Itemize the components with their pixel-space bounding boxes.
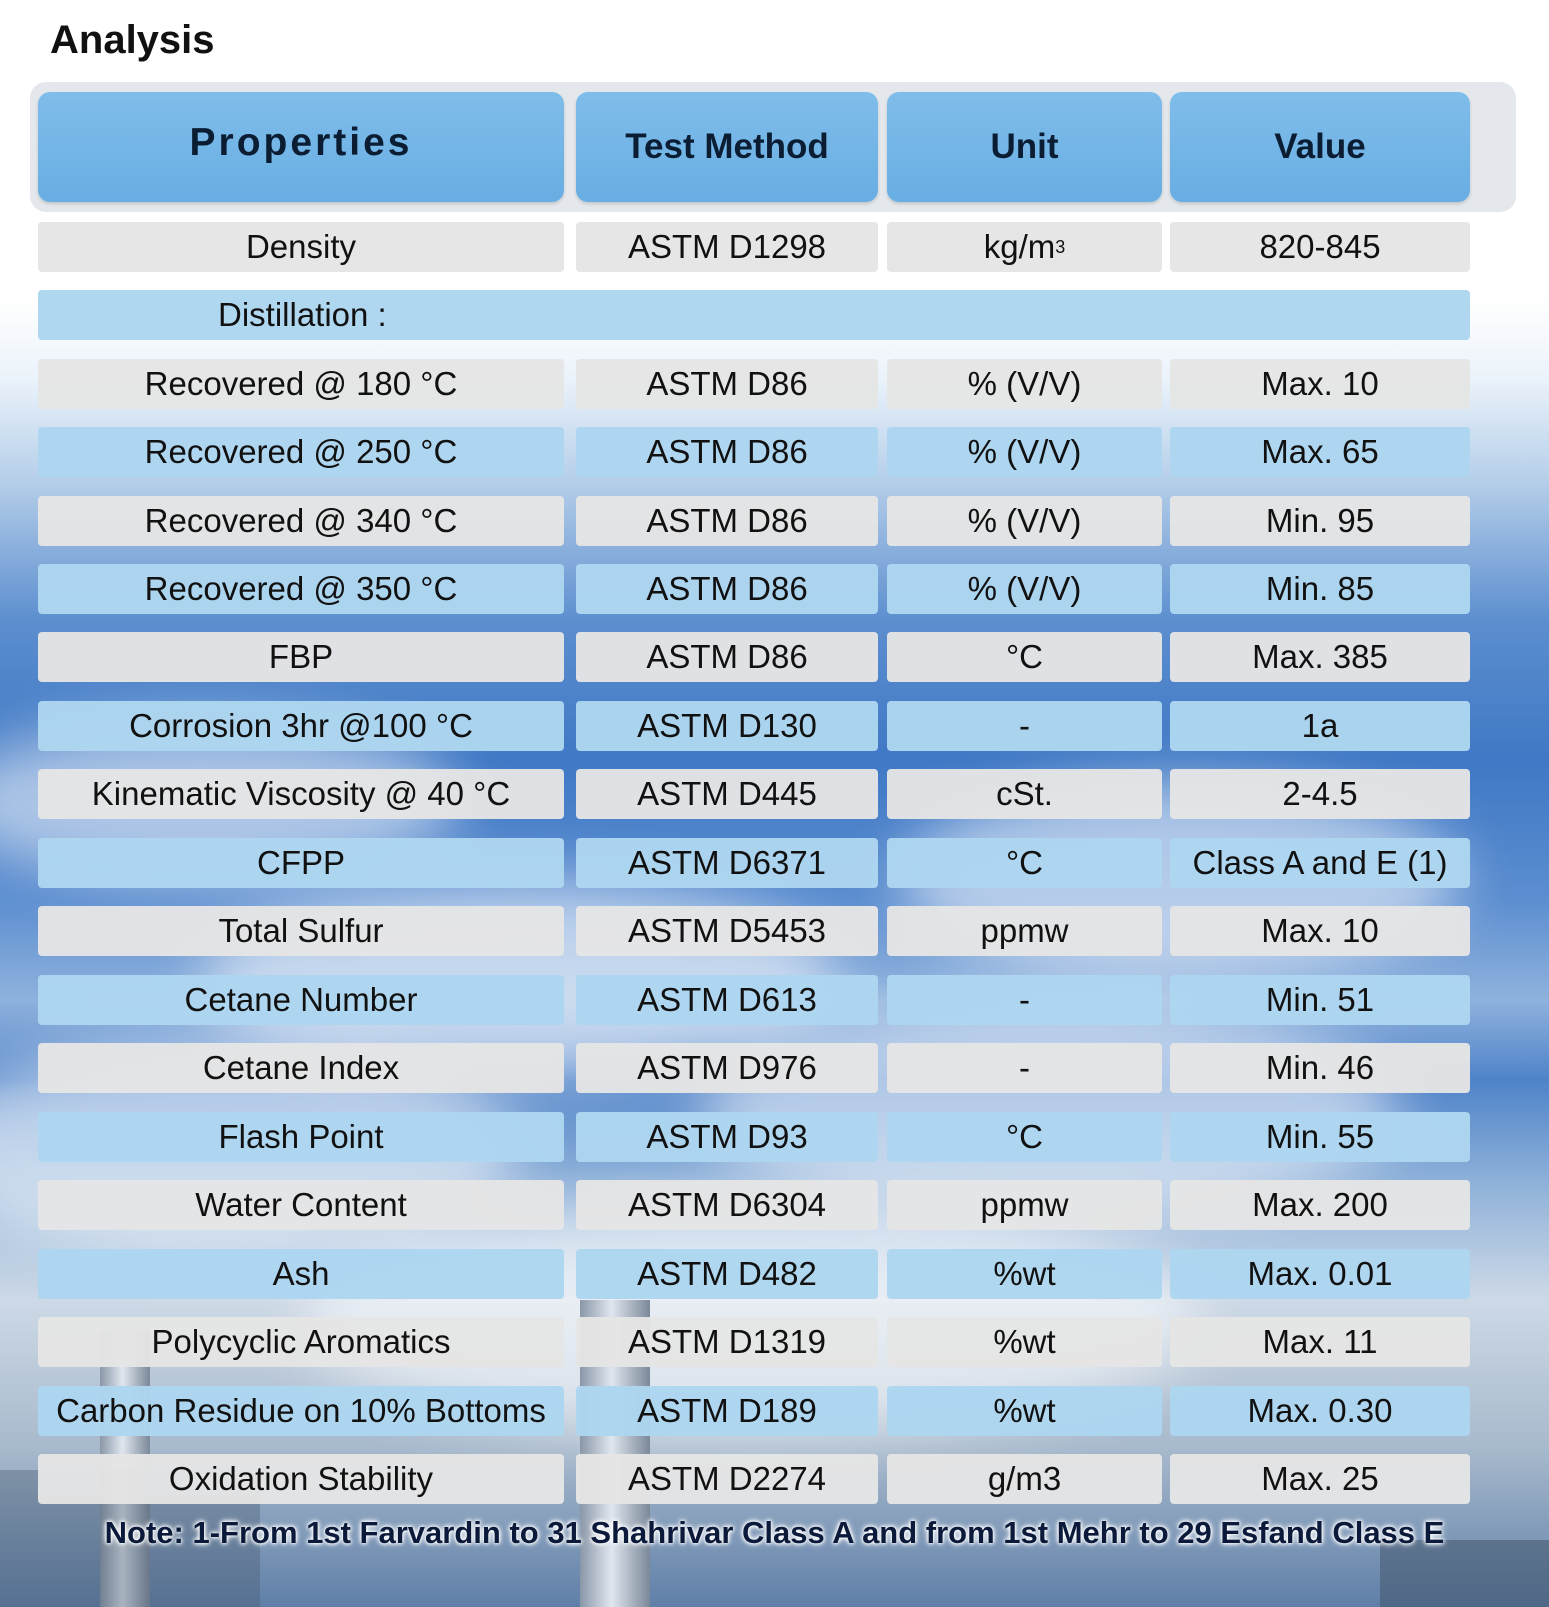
cell-test-method: ASTM D6371 [576,838,878,888]
cell-property: CFPP [38,838,564,888]
cell-unit: - [887,1043,1162,1093]
cell-value: Max. 25 [1170,1454,1470,1504]
cell-property: Ash [38,1249,564,1299]
cell-test-method: ASTM D6304 [576,1180,878,1230]
cell-property: Polycyclic Aromatics [38,1317,564,1367]
cell-test-method: ASTM D130 [576,701,878,751]
cell-value: Max. 0.30 [1170,1386,1470,1436]
cell-unit: ppmw [887,906,1162,956]
cell-unit: %wt [887,1386,1162,1436]
cell-property: Carbon Residue on 10% Bottoms [38,1386,564,1436]
cell-value: Max. 385 [1170,632,1470,682]
footnote: Note: 1-From 1st Farvardin to 31 Shahrivar Class A and from 1st Mehr to 29 Esfand Class E [104,1515,1445,1550]
cell-value: 1a [1170,701,1470,751]
header-properties: Properties [38,92,564,202]
cell-unit: kg/m 3 [887,222,1162,272]
cell-property: Recovered @ 250 °C [38,427,564,477]
unit-text: kg/m [983,228,1056,265]
cell-test-method: ASTM D86 [576,427,878,477]
cell-test-method: ASTM D93 [576,1112,878,1162]
cell-value: 2-4.5 [1170,769,1470,819]
cell-unit: °C [887,632,1162,682]
cell-value: Min. 51 [1170,975,1470,1025]
cell-value: Max. 10 [1170,906,1470,956]
cell-value: Max. 200 [1170,1180,1470,1230]
cell-value: Min. 55 [1170,1112,1470,1162]
cell-unit: cSt. [887,769,1162,819]
cell-property: FBP [38,632,564,682]
cell-property: Recovered @ 180 °C [38,359,564,409]
cell-test-method: ASTM D189 [576,1386,878,1436]
cell-value: 820-845 [1170,222,1470,272]
cell-value: Max. 65 [1170,427,1470,477]
cell-unit: % (V/V) [887,496,1162,546]
cell-test-method: ASTM D86 [576,496,878,546]
header-value: Value [1170,92,1470,202]
cell-property: Oxidation Stability [38,1454,564,1504]
cell-test-method: ASTM D482 [576,1249,878,1299]
cell-value: Max. 0.01 [1170,1249,1470,1299]
cell-property: Cetane Number [38,975,564,1025]
cell-property: Cetane Index [38,1043,564,1093]
cell-unit: %wt [887,1317,1162,1367]
cell-property: Density [38,222,564,272]
cell-test-method: ASTM D445 [576,769,878,819]
cell-unit: ppmw [887,1180,1162,1230]
cell-value: Min. 95 [1170,496,1470,546]
cell-unit: g/m3 [887,1454,1162,1504]
cell-value: Min. 85 [1170,564,1470,614]
header-test-method: Test Method [576,92,878,202]
cell-test-method: ASTM D5453 [576,906,878,956]
cell-test-method: ASTM D1298 [576,222,878,272]
cell-unit: % (V/V) [887,564,1162,614]
cell-property: Flash Point [38,1112,564,1162]
cell-property: Recovered @ 350 °C [38,564,564,614]
cell-property: Recovered @ 340 °C [38,496,564,546]
cell-test-method: ASTM D613 [576,975,878,1025]
cell-test-method: ASTM D2274 [576,1454,878,1504]
cell-unit: - [887,975,1162,1025]
cell-value: Max. 10 [1170,359,1470,409]
cell-unit: - [887,701,1162,751]
cell-property: Water Content [38,1180,564,1230]
cell-test-method: ASTM D1319 [576,1317,878,1367]
cell-test-method: ASTM D86 [576,359,878,409]
cell-test-method: ASTM D976 [576,1043,878,1093]
cell-property: Corrosion 3hr @100 °C [38,701,564,751]
cell-unit: % (V/V) [887,359,1162,409]
cell-unit: °C [887,1112,1162,1162]
cell-unit: %wt [887,1249,1162,1299]
cell-property: Total Sulfur [38,906,564,956]
cell-unit: % (V/V) [887,427,1162,477]
header-unit: Unit [887,92,1162,202]
cell-unit: °C [887,838,1162,888]
cell-test-method: ASTM D86 [576,564,878,614]
section-heading: Distillation : [38,290,1470,340]
page-title: Analysis [50,18,215,62]
cell-test-method: ASTM D86 [576,632,878,682]
cell-value: Class A and E (1) [1170,838,1470,888]
cell-value: Min. 46 [1170,1043,1470,1093]
cell-value: Max. 11 [1170,1317,1470,1367]
cell-property: Kinematic Viscosity @ 40 °C [38,769,564,819]
